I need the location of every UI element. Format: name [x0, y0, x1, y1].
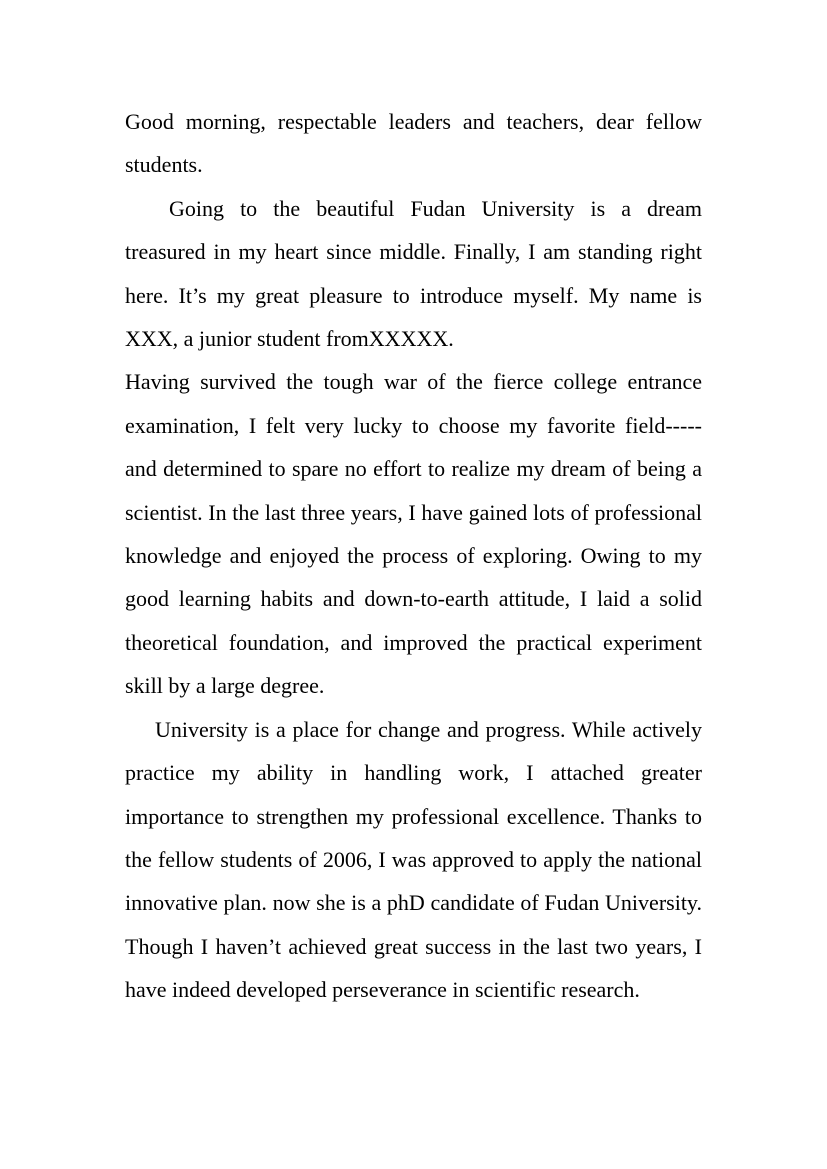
paragraph-study-experience: Having survived the tough war of the fierce college entrance examination, I felt very lucky to choose my favorite field----- and determined to spare no effort to realize my dream of being a scientist. In the last three years, I have gained lots of professional knowledge and enjoyed the process of exploring. Owing to my good learning habits and down-to-earth attitude, I laid a solid theoretical foundation, and improved the practical experiment skill by a large degree.	[125, 369, 702, 699]
paragraph-introduction: Going to the beautiful Fudan University is a dream treasured in my heart since middle. Finally, I am standing right here. It’s my great pleasure to introduce myself. My name is XXX, a junior student fromXXXXX.	[125, 195, 702, 352]
document-page	[125, 100, 702, 1012]
paragraph-university-progress: University is a place for change and progress. While actively practice my ability in handling work, I attached greater importance to strengthen my professional excellence. Thanks to the fellow students of 2006, I was approved to apply the national innovative plan. now she is a phD candidate of Fudan University. Though I haven’t achieved great success in the last two years, I have indeed developed perseverance in scientific research.	[125, 716, 702, 1003]
paragraph-greeting: Good morning, respectable leaders and teachers, dear fellow students.	[125, 109, 702, 178]
